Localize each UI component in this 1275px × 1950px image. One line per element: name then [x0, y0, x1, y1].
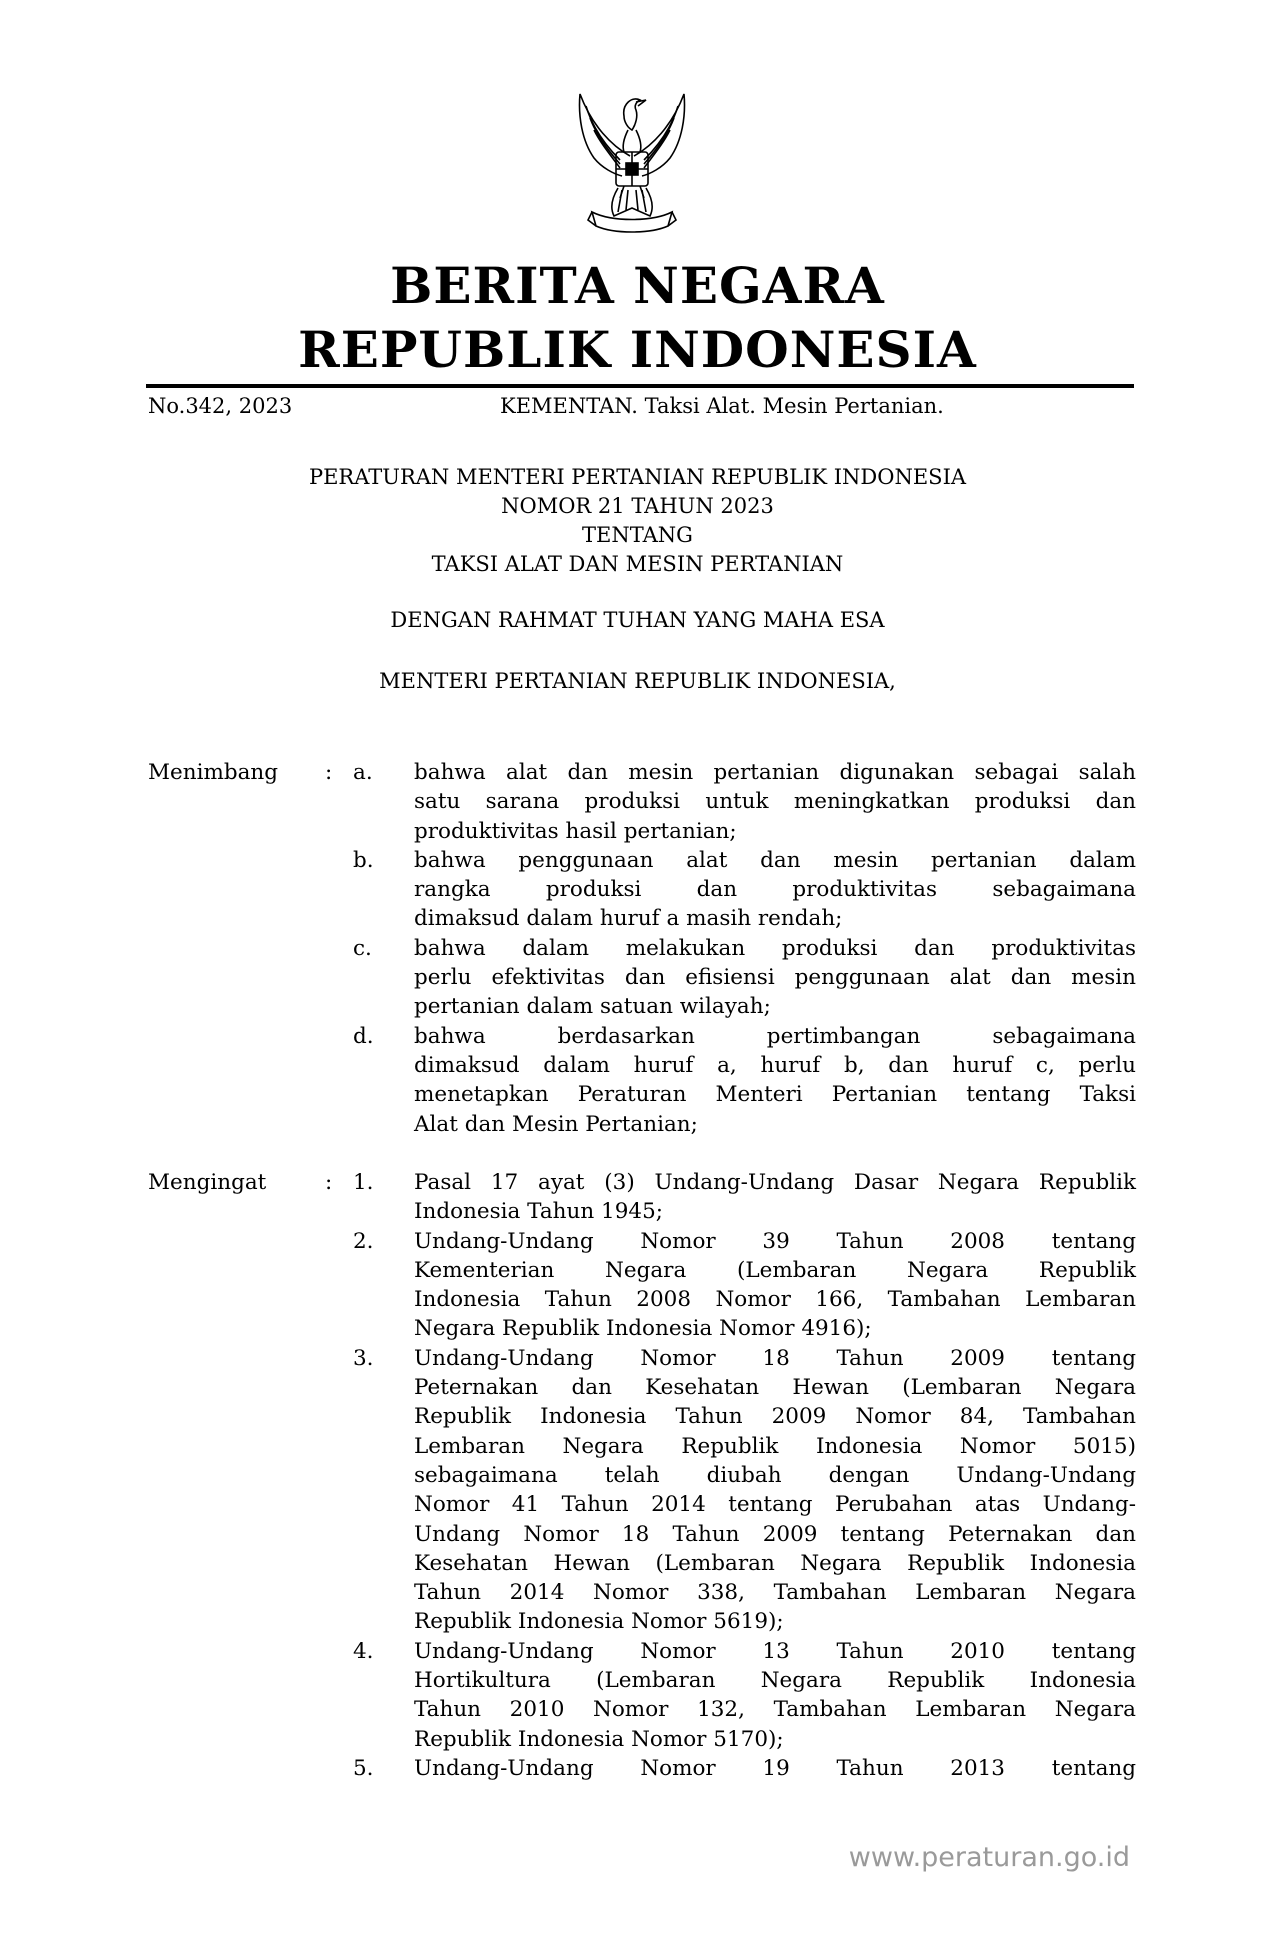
mengingat-item-mark: 4. [353, 1638, 374, 1664]
mengingat-item-text [414, 1227, 1136, 1344]
authority: MENTERI PERTANIAN REPUBLIK INDONESIA, [379, 669, 896, 693]
masthead-title-line1: BERITA NEGARA [390, 256, 885, 315]
menimbang-item-line: rangka produksi dan produktivitas sebagaimana [414, 877, 1136, 903]
mengingat-item-line: Lembaran Negara Republik Indonesia Nomor 5015) [414, 1433, 1136, 1459]
mengingat-item-line: Negara Republik Indonesia Nomor 4916); [414, 1316, 872, 1342]
gazette-topic: KEMENTAN. Taksi Alat. Mesin Pertanian. [500, 394, 944, 418]
menimbang-item-line: dimaksud dalam huruf a masih rendah; [414, 906, 843, 932]
mengingat-item-line: Pasal 17 ayat (3) Undang-Undang Dasar Negara Republik [414, 1170, 1136, 1195]
mengingat-label: Mengingat [148, 1170, 267, 1195]
menimbang-item-line: perlu efektivitas dan efisiensi penggunaan alat dan mesin [414, 965, 1136, 991]
mengingat-item-text [414, 1637, 1136, 1754]
mengingat-item-mark: 3. [353, 1345, 374, 1371]
mengingat-item-line: Indonesia Tahun 2008 Nomor 166, Tambahan Lembaran [414, 1287, 1136, 1313]
mengingat-item-line: Republik Indonesia Tahun 2009 Nomor 84, Tambahan [414, 1404, 1136, 1430]
menimbang-label: Menimbang [148, 760, 279, 785]
mengingat-item-line: Republik Indonesia Nomor 5619); [414, 1609, 784, 1635]
mengingat-item-line: Undang-Undang Nomor 39 Tahun 2008 tentang [414, 1228, 1136, 1254]
mengingat-item-line: Undang Nomor 18 Tahun 2009 tentang Peternakan dan [414, 1521, 1136, 1547]
mengingat-item-line: Hortikultura (Lembaran Negara Republik Indonesia [414, 1668, 1136, 1694]
mengingat-item-text [414, 1168, 1136, 1227]
mengingat-item-mark: 2. [353, 1228, 374, 1254]
mengingat-item-line: Nomor 41 Tahun 2014 tentang Perubahan atas Undang- [414, 1492, 1136, 1518]
menimbang-item-line: bahwa dalam melakukan produksi dan produktivitas [414, 935, 1136, 961]
menimbang-item-text [414, 934, 1136, 1022]
regulation-title-line1: PERATURAN MENTERI PERTANIAN REPUBLIK INDONESIA [308, 465, 967, 489]
mengingat-item-line: Republik Indonesia Nomor 5170); [414, 1726, 784, 1752]
menimbang-item-line: pertanian dalam satuan wilayah; [414, 994, 771, 1020]
mengingat-item-line: Undang-Undang Nomor 13 Tahun 2010 tentang [414, 1638, 1136, 1664]
menimbang-item-mark: c. [353, 935, 372, 961]
footer-url: www.peraturan.go.id [848, 1842, 1130, 1873]
mengingat-item-line: Peternakan dan Kesehatan Hewan (Lembaran Negara [414, 1375, 1136, 1401]
menimbang-item-line: menetapkan Peraturan Menteri Pertanian tentang Taksi [414, 1082, 1136, 1108]
menimbang-item-line: bahwa penggunaan alat dan mesin pertanian dalam [414, 847, 1136, 873]
mengingat-item-line: sebagaimana telah diubah dengan Undang-Undang [414, 1462, 1136, 1488]
menimbang-item-text [414, 846, 1136, 934]
menimbang-item-text [414, 758, 1136, 846]
mengingat-item-line: Undang-Undang Nomor 18 Tahun 2009 tentang [414, 1345, 1136, 1371]
mengingat-item-line: Tahun 2010 Nomor 132, Tambahan Lembaran Negara [414, 1697, 1136, 1723]
mengingat-item-mark: 5. [353, 1756, 374, 1781]
mengingat-item-line: Kesehatan Hewan (Lembaran Negara Republik Indonesia [414, 1550, 1136, 1576]
masthead-divider [146, 384, 1134, 388]
mengingat-item-line: Indonesia Tahun 1945; [414, 1199, 664, 1225]
mengingat-item-text [414, 1754, 1136, 1783]
menimbang-item-mark: b. [353, 847, 374, 873]
garuda-pancasila-emblem-icon [552, 86, 712, 246]
regulation-title-line2: NOMOR 21 TAHUN 2023 [501, 494, 774, 518]
menimbang-item-line: bahwa alat dan mesin pertanian digunakan sebagai salah [414, 760, 1136, 785]
regulation-title-line3: TENTANG [582, 523, 693, 547]
regulation-title [140, 463, 1135, 579]
menimbang-item-line: dimaksud dalam huruf a, huruf b, dan huruf c, perlu [414, 1052, 1136, 1078]
menimbang-item-line: satu sarana produksi untuk meningkatkan produksi dan [414, 789, 1136, 815]
mengingat-colon: : [325, 1170, 333, 1195]
mengingat-item-line: Undang-Undang Nomor 19 Tahun 2013 tentang [414, 1756, 1136, 1781]
regulation-title-line4: TAKSI ALAT DAN MESIN PERTANIAN [431, 552, 844, 576]
menimbang-item-line: Alat dan Mesin Pertanian; [414, 1111, 698, 1137]
masthead-title-line2: REPUBLIK INDONESIA [298, 320, 977, 379]
menimbang-colon: : [325, 760, 333, 785]
menimbang-item-text [414, 1022, 1136, 1139]
mengingat-item-mark: 1. [353, 1170, 374, 1195]
mengingat-item-line: Kementerian Negara (Lembaran Negara Republik [414, 1257, 1136, 1283]
menimbang-item-line: bahwa berdasarkan pertimbangan sebagaimana [414, 1023, 1136, 1049]
menimbang-item-line: produktivitas hasil pertanian; [414, 818, 737, 844]
menimbang-item-mark: d. [353, 1023, 374, 1049]
mengingat-item-line: Tahun 2014 Nomor 338, Tambahan Lembaran Negara [414, 1580, 1136, 1606]
invocation: DENGAN RAHMAT TUHAN YANG MAHA ESA [390, 608, 885, 632]
menimbang-item-mark: a. [353, 760, 373, 785]
gazette-number: No.342, 2023 [148, 394, 293, 418]
mengingat-item-text [414, 1344, 1136, 1637]
